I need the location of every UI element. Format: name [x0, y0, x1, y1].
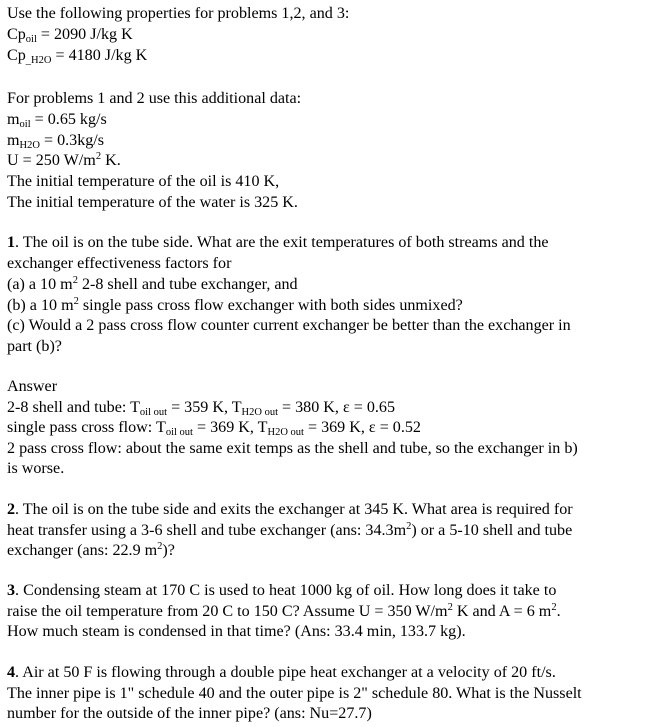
- problem2-number: 2: [7, 501, 16, 518]
- problem4-line2: [7, 684, 582, 705]
- moil-value: = 0.65 kg/s: [30, 111, 107, 128]
- problem3-line3: [7, 622, 466, 643]
- answer-row2-post: = 369 K, ε = 0.52: [303, 419, 421, 436]
- additional-header: For problems 1 and 2 use this additional data:: [7, 90, 302, 107]
- additional-header-line: [7, 89, 301, 110]
- problem2-text3-post: )?: [162, 542, 175, 559]
- problem2-text2-post: ) or a 5-10 shell and tube: [411, 522, 573, 539]
- problem1-text2: exchanger effectiveness factors for: [7, 255, 232, 272]
- part-c-text1: (c) Would a 2 pass cross flow counter current exchanger be better than the exchanger in: [7, 317, 571, 334]
- cp-oil-symbol: Cp: [7, 26, 26, 43]
- moil-line: [7, 110, 107, 131]
- answer-row1-mid: = 359 K, T: [167, 399, 242, 416]
- problem2-line2: [7, 521, 572, 542]
- mh2o-symbol: m: [7, 132, 20, 149]
- problem1-part-a: [7, 275, 298, 296]
- answer-row3-line2: [7, 459, 64, 480]
- mh2o-subscript: H2O: [19, 140, 40, 151]
- problem2-text2-pre: heat transfer using a 3-6 shell and tube exchanger (ans: 34.3m: [7, 522, 407, 539]
- problem4-number: 4: [7, 664, 16, 681]
- cp-h2o-line: [7, 46, 147, 67]
- answer-row1: [7, 398, 395, 419]
- u-tail: K.: [101, 152, 121, 169]
- mh2o-value: = 0.3kg/s: [39, 132, 105, 149]
- answer-row2: [7, 418, 421, 439]
- problem3-text2-sup1: 2: [447, 602, 453, 613]
- part-a-post: 2-8 shell and tube exchanger, and: [77, 276, 298, 293]
- problem2-text1: . The oil is on the tube side and exits the exchanger at 345 K. What area is required for: [15, 501, 573, 518]
- cp-oil-value: = 2090 J/kg K: [36, 26, 133, 43]
- u-line: [7, 151, 121, 172]
- problem2-line1: [7, 500, 573, 521]
- cp-h2o-subscript: _H2O: [25, 55, 52, 66]
- cp-h2o-value: = 4180 J/kg K: [51, 47, 148, 64]
- answer-row1-sub2: H2O out: [241, 407, 279, 418]
- moil-symbol: m: [7, 111, 20, 128]
- u-text: U = 250 W/m: [7, 152, 96, 169]
- problem4-text2: The inner pipe is 1" schedule 40 and the outer pipe is 2" schedule 80. What is the Nusselt: [7, 685, 582, 702]
- problem3-text3: How much steam is condensed in that time? (Ans: 33.4 min, 133.7 kg).: [7, 623, 466, 640]
- problem1-part-c1: [7, 316, 571, 337]
- answer-row2-pre: single pass cross flow: T: [7, 419, 166, 436]
- intro-line: [7, 4, 349, 25]
- problem4-line1: [7, 663, 556, 684]
- problem4-line3: [7, 704, 372, 725]
- problem3-text2-mid: K and A = 6 m: [452, 603, 552, 620]
- water-temp-text: The initial temperature of the water is 325 K.: [7, 194, 298, 211]
- answer-label: Answer: [7, 378, 58, 395]
- intro-text: Use the following properties for problems 1,2, and 3:: [7, 5, 350, 22]
- part-a-pre: (a) a 10 m: [7, 276, 73, 293]
- problem3-text2-sup2: 2: [551, 602, 557, 613]
- oil-temp-text: The initial temperature of the oil is 410 K,: [7, 173, 280, 190]
- problem3-line1: [7, 581, 556, 602]
- answer-row1-sub1: oil out: [139, 407, 168, 418]
- problem3-text1: . Condensing steam at 170 C is used to heat 1000 kg of oil. How long does it take to: [15, 582, 557, 599]
- moil-subscript: oil: [19, 119, 31, 130]
- answer-row1-pre: 2-8 shell and tube: T: [7, 399, 140, 416]
- water-temp-line: [7, 193, 298, 214]
- answer-row3-text2: is worse.: [7, 460, 65, 477]
- problem1-line2: [7, 254, 231, 275]
- problem1-text1: . The oil is on the tube side. What are the exit temperatures of both streams and the: [15, 234, 549, 251]
- part-a-sup: 2: [72, 275, 78, 286]
- cp-oil-line: [7, 25, 133, 46]
- mh2o-line: [7, 131, 104, 152]
- answer-row3-line1: [7, 439, 578, 460]
- problem3-number: 3: [7, 582, 16, 599]
- problem3-line2: [7, 602, 561, 623]
- u-superscript: 2: [95, 151, 102, 162]
- cp-h2o-symbol: Cp: [7, 47, 26, 64]
- part-b-pre: (b) a 10 m: [7, 297, 74, 314]
- answer-row2-sub2: H2O out: [267, 427, 304, 438]
- answer-label-line: [7, 377, 57, 398]
- problem2-text3-sup: 2: [157, 541, 163, 552]
- problem1-line1: [7, 233, 549, 254]
- problem2-text3-pre: exchanger (ans: 22.9 m: [7, 542, 158, 559]
- problem1-part-b: [7, 296, 463, 317]
- part-b-post: single pass cross flow exchanger with both sides unmixed?: [78, 297, 463, 314]
- problem4-text1: . Air at 50 F is flowing through a double pipe heat exchanger at a velocity of 20 ft/s.: [15, 664, 556, 681]
- problem1-part-c2: [7, 337, 62, 358]
- problem4-text3: number for the outside of the inner pipe? (ans: Nu=27.7): [7, 705, 372, 722]
- answer-row3-text1: 2 pass cross flow: about the same exit temps as the shell and tube, so the exchanger in b): [7, 440, 578, 457]
- problem3-text2-post: .: [556, 603, 561, 620]
- problem3-text2-pre: raise the oil temperature from 20 C to 150 C? Assume U = 350 W/m: [7, 603, 448, 620]
- part-b-sup: 2: [73, 296, 79, 307]
- problem2-text2-sup: 2: [406, 521, 412, 532]
- problem1-number: 1: [7, 234, 16, 251]
- problem2-line3: [7, 541, 175, 562]
- answer-row2-mid: = 369 K, T: [192, 419, 268, 436]
- oil-temp-line: [7, 172, 279, 193]
- cp-oil-subscript: oil: [25, 34, 37, 45]
- answer-row2-sub1: oil out: [165, 427, 193, 438]
- answer-row1-post: = 380 K, ε = 0.65: [278, 399, 396, 416]
- part-c-text2: part (b)?: [7, 338, 62, 355]
